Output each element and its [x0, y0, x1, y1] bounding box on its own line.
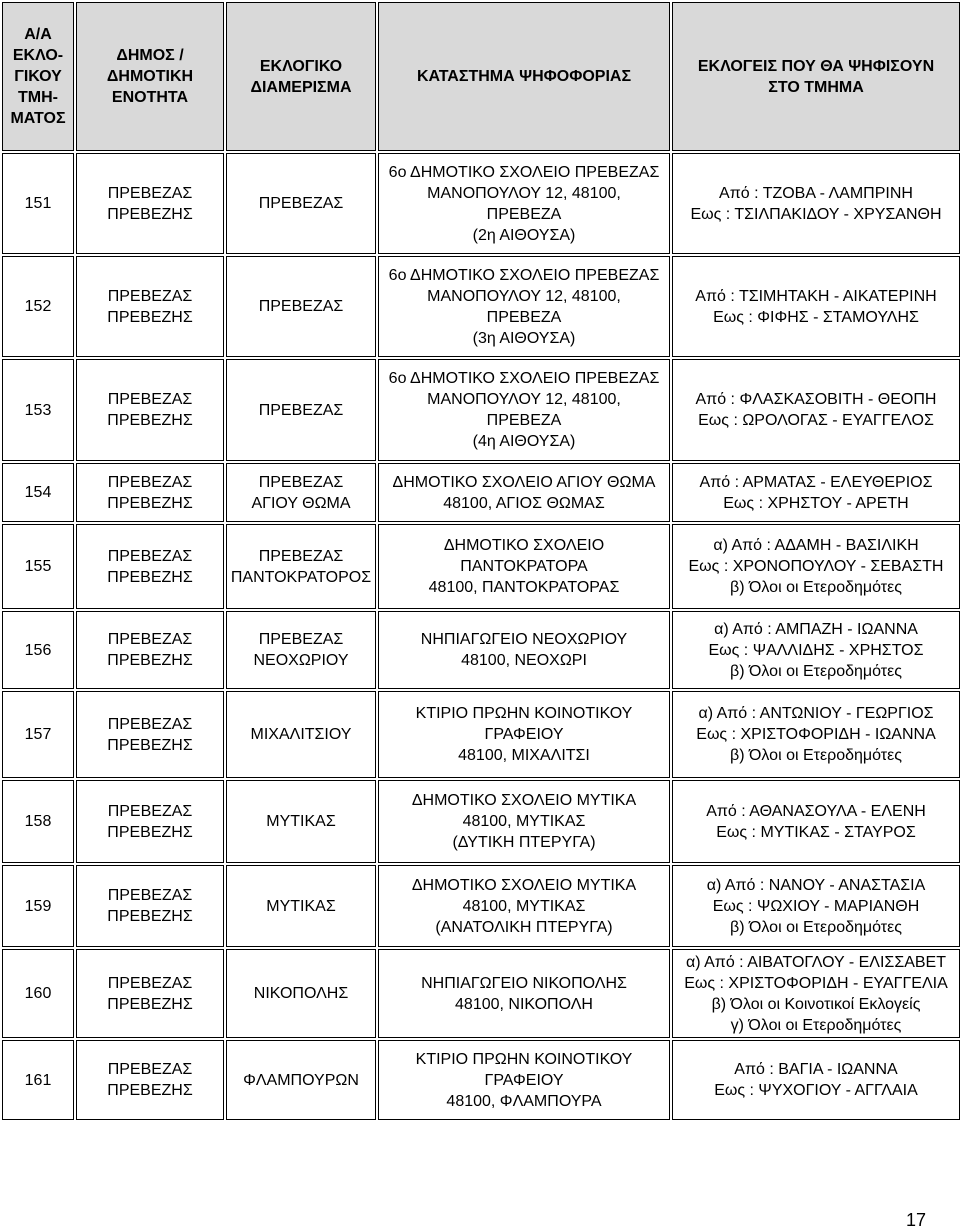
- text-line: α) Από : ΑΔΑΜΗ - ΒΑΣΙΛΙΚΗ: [713, 537, 919, 554]
- electoral-district-cell: [226, 691, 376, 778]
- section-number-cell: 151: [2, 153, 74, 254]
- header-voters: [672, 2, 960, 151]
- municipality-cell: [76, 153, 224, 254]
- text-line: ΠΡΕΒΕΖΗΣ: [107, 908, 193, 925]
- header-electoral-district: [226, 2, 376, 151]
- text-line: ΕΝΟΤΗΤΑ: [111, 89, 189, 106]
- polling-station-cell: [378, 611, 670, 689]
- text-line: ΤΜΗ-: [18, 89, 58, 106]
- text-line: ΓΙΚΟΥ: [14, 68, 62, 85]
- text-line: ΠΡΕΒΕΖΗΣ: [107, 736, 193, 754]
- voters-cell: [672, 359, 960, 461]
- table-row: [2, 949, 960, 1038]
- electoral-district-cell: [226, 949, 376, 1038]
- text-line: Α/Α: [24, 26, 52, 43]
- text-line: Από : ΤΖΟΒΑ - ΛΑΜΠΡΙΝΗ: [719, 184, 913, 202]
- text-line: ΜΑΝΟΠΟΥΛΟΥ 12, 48100,: [427, 287, 621, 305]
- table-row: [2, 691, 960, 778]
- voters-cell: [672, 524, 960, 609]
- text-line: ΠΡΕΒΕΖΗΣ: [107, 1082, 193, 1099]
- text-line: 48100, ΝΕΟΧΩΡΙ: [461, 652, 587, 669]
- text-line: ΚΤΙΡΙΟ ΠΡΩΗΝ ΚΟΙΝΟΤΙΚΟΥ: [415, 1050, 633, 1068]
- text-line: ΠΡΕΒΕΖΗΣ: [107, 568, 193, 586]
- text-line: α) Από : ΑΙΒΑΤΟΓΛΟΥ - ΕΛΙΣΣΑΒΕΤ: [685, 953, 946, 971]
- text-line: Εως : ΦΙΦΗΣ - ΣΤΑΜΟΥΛΗΣ: [713, 308, 919, 326]
- electoral-district-cell: [226, 865, 376, 947]
- text-line: ΝΙΚΟΠΟΛΗΣ: [253, 985, 349, 1002]
- table-row: [2, 1040, 960, 1120]
- text-line: ΣΤΟ ΤΜΗΜΑ: [768, 78, 864, 96]
- text-line: Εως : ΨΩΧΙΟΥ - ΜΑΡΙΑΝΘΗ: [712, 897, 920, 915]
- electoral-district-cell: [226, 153, 376, 254]
- text-line: ΝΕΟΧΩΡΙΟΥ: [253, 652, 349, 669]
- section-number-cell: 160: [2, 949, 74, 1038]
- text-line: ΠΑΝΤΟΚΡΑΤΟΡΑ: [460, 558, 588, 575]
- section-number-cell: 161: [2, 1040, 74, 1120]
- electoral-district-cell: [226, 611, 376, 689]
- section-number-cell: 152: [2, 256, 74, 357]
- text-line: Από : ΤΣΙΜΗΤΑΚΗ - ΑΙΚΑΤΕΡΙΝΗ: [695, 287, 937, 305]
- text-line: ΠΡΕΒΕΖΑΣ: [258, 473, 344, 491]
- table-row: [2, 463, 960, 522]
- text-line: 48100, ΜΥΤΙΚΑΣ: [462, 897, 586, 915]
- text-line: ΔΗΜΟΤΙΚΟ ΣΧΟΛΕΙΟ ΑΓΙΟΥ ΘΩΜΑ: [392, 473, 656, 491]
- table-row: [2, 359, 960, 461]
- text-line: 48100, ΑΓΙΟΣ ΘΩΜΑΣ: [443, 494, 605, 512]
- text-line: 6ο ΔΗΜΟΤΙΚΟ ΣΧΟΛΕΙΟ ΠΡΕΒΕΖΑΣ: [388, 266, 660, 284]
- text-line: ΜΑΝΟΠΟΥΛΟΥ 12, 48100,: [427, 391, 621, 408]
- text-line: ΠΡΕΒΕΖΗΣ: [107, 205, 193, 223]
- text-line: ΠΡΕΒΕΖΑΣ: [258, 195, 344, 212]
- municipality-cell: [76, 611, 224, 689]
- text-line: ΠΡΕΒΕΖΗΣ: [107, 652, 193, 669]
- voters-cell: [672, 153, 960, 254]
- table-row: [2, 780, 960, 863]
- text-line: Εως : ΨΥΧΟΓΙΟΥ - ΑΓΓΛΑΙΑ: [714, 1082, 918, 1099]
- municipality-cell: [76, 256, 224, 357]
- polling-station-cell: [378, 780, 670, 863]
- text-line: ΚΤΙΡΙΟ ΠΡΩΗΝ ΚΟΙΝΟΤΙΚΟΥ: [415, 705, 633, 722]
- municipality-cell: [76, 463, 224, 522]
- table-row: [2, 153, 960, 254]
- municipality-cell: [76, 865, 224, 947]
- text-line: ΜΙΧΑΛΙΤΣΙΟΥ: [250, 726, 352, 743]
- polling-station-cell: [378, 524, 670, 609]
- text-line: Από : ΒΑΓΙΑ - ΙΩΑΝΝΑ: [734, 1061, 898, 1078]
- text-line: ΠΡΕΒΕΖΑΣ: [258, 631, 344, 648]
- text-line: ΚΑΤΑΣΤΗΜΑ ΨΗΦΟΦΟΡΙΑΣ: [416, 68, 632, 85]
- text-line: ΓΡΑΦΕΙΟΥ: [484, 726, 564, 743]
- municipality-cell: [76, 524, 224, 609]
- municipality-cell: [76, 359, 224, 461]
- voters-cell: [672, 780, 960, 863]
- table-body: [2, 153, 960, 1120]
- text-line: β) Όλοι οι Ετεροδημότες: [730, 579, 902, 596]
- text-line: ΝΗΠΙΑΓΩΓΕΙΟ ΝΙΚΟΠΟΛΗΣ: [421, 974, 627, 992]
- text-line: ΠΡΕΒΕΖΑΣ: [258, 401, 344, 419]
- table-row: [2, 524, 960, 609]
- text-line: ΠΡΕΒΕΖΑΣ: [107, 184, 193, 202]
- text-line: β) Όλοι οι Ετεροδημότες: [730, 747, 902, 764]
- text-line: ΜΑΤΟΣ: [10, 110, 66, 127]
- text-line: ΠΡΕΒΕΖΑΣ: [107, 887, 193, 904]
- text-line: ΔΙΑΜΕΡΙΣΜΑ: [250, 78, 352, 96]
- text-line: (2η ΑΙΘΟΥΣΑ): [472, 226, 576, 244]
- text-line: ΠΡΕΒΕΖΑΣ: [107, 547, 193, 565]
- text-line: 48100, ΦΛΑΜΠΟΥΡΑ: [446, 1092, 602, 1110]
- municipality-cell: [76, 780, 224, 863]
- text-line: β) Όλοι οι Ετεροδημότες: [730, 662, 902, 680]
- text-line: 48100, ΜΥΤΙΚΑΣ: [462, 813, 586, 830]
- polling-station-cell: [378, 359, 670, 461]
- text-line: ΠΡΕΒΕΖΑΣ: [258, 298, 344, 315]
- voters-cell: [672, 1040, 960, 1120]
- section-number-cell: 156: [2, 611, 74, 689]
- voters-cell: [672, 949, 960, 1038]
- text-line: (ΑΝΑΤΟΛΙΚΗ ΠΤΕΡΥΓΑ): [435, 918, 613, 936]
- text-line: ΑΓΙΟΥ ΘΩΜΑ: [251, 494, 351, 512]
- section-number-cell: 158: [2, 780, 74, 863]
- text-line: Από : ΑΘΑΝΑΣΟΥΛΑ - ΕΛΕΝΗ: [706, 802, 926, 820]
- text-line: Εως : ΜΥΤΙΚΑΣ - ΣΤΑΥΡΟΣ: [716, 823, 916, 841]
- municipality-cell: [76, 949, 224, 1038]
- voters-cell: [672, 611, 960, 689]
- table-header-row: [2, 2, 960, 151]
- text-line: α) Από : ΑΝΤΩΝΙΟΥ - ΓΕΩΡΓΙΟΣ: [698, 705, 934, 722]
- text-line: γ) Όλοι οι Ετεροδημότες: [730, 1016, 902, 1034]
- text-line: ΔΗΜΟΤΙΚΟ ΣΧΟΛΕΙΟ ΜΥΤΙΚΑ: [411, 792, 637, 809]
- text-line: ΓΡΑΦΕΙΟΥ: [484, 1071, 564, 1089]
- voters-cell: [672, 865, 960, 947]
- text-line: ΠΡΕΒΕΖΑΣ: [107, 974, 193, 992]
- section-number-cell: 155: [2, 524, 74, 609]
- voters-cell: [672, 463, 960, 522]
- text-line: ΦΛΑΜΠΟΥΡΩΝ: [243, 1071, 359, 1089]
- text-line: ΠΡΕΒΕΖΗΣ: [107, 412, 193, 429]
- text-line: ΠΑΝΤΟΚΡΑΤΟΡΟΣ: [230, 568, 372, 586]
- table-row: [2, 865, 960, 947]
- text-line: ΠΡΕΒΕΖΑ: [486, 412, 562, 429]
- text-line: ΜΥΤΙΚΑΣ: [266, 813, 336, 830]
- text-line: ΜΥΤΙΚΑΣ: [266, 897, 336, 915]
- text-line: ΠΡΕΒΕΖΑΣ: [107, 631, 193, 648]
- text-line: (4η ΑΙΘΟΥΣΑ): [472, 433, 576, 450]
- section-number-cell: 154: [2, 463, 74, 522]
- section-number-cell: 153: [2, 359, 74, 461]
- table-row: [2, 256, 960, 357]
- polling-station-cell: [378, 865, 670, 947]
- electoral-district-cell: [226, 1040, 376, 1120]
- polling-station-cell: [378, 463, 670, 522]
- text-line: (ΔΥΤΙΚΗ ΠΤΕΡΥΓΑ): [452, 834, 596, 851]
- text-line: ΕΚΛΟ-: [12, 47, 64, 64]
- polling-station-cell: [378, 691, 670, 778]
- text-line: ΔΗΜΟΣ /: [116, 47, 184, 64]
- electoral-district-cell: [226, 256, 376, 357]
- text-line: α) Από : ΝΑΝΟΥ - ΑΝΑΣΤΑΣΙΑ: [706, 876, 926, 894]
- text-line: ΠΡΕΒΕΖΑΣ: [107, 715, 193, 733]
- text-line: ΝΗΠΙΑΓΩΓΕΙΟ ΝΕΟΧΩΡΙΟΥ: [420, 631, 628, 648]
- polling-station-cell: [378, 256, 670, 357]
- electoral-district-cell: [226, 780, 376, 863]
- electoral-district-cell: [226, 463, 376, 522]
- header-municipality: [76, 2, 224, 151]
- text-line: ΠΡΕΒΕΖΑΣ: [107, 287, 193, 305]
- electoral-district-cell: [226, 359, 376, 461]
- text-line: Εως : ΤΣΙΛΠΑΚΙΔΟΥ - ΧΡΥΣΑΝΘΗ: [690, 205, 942, 223]
- municipality-cell: [76, 1040, 224, 1120]
- text-line: ΕΚΛΟΓΙΚΟ: [259, 57, 343, 75]
- text-line: Εως : ΨΑΛΛΙΔΗΣ - ΧΡΗΣΤΟΣ: [708, 641, 924, 659]
- text-line: α) Από : ΑΜΠΑΖΗ - ΙΩΑΝΝΑ: [714, 620, 918, 638]
- text-line: Εως : ΩΡΟΛΟΓΑΣ - ΕΥΑΓΓΕΛΟΣ: [698, 412, 934, 429]
- text-line: (3η ΑΙΘΟΥΣΑ): [472, 329, 576, 347]
- header-section-number: [2, 2, 74, 151]
- text-line: β) Όλοι οι Κοινοτικοί Εκλογείς: [711, 995, 921, 1013]
- voters-cell: [672, 691, 960, 778]
- header-polling-station: [378, 2, 670, 151]
- text-line: 6ο ΔΗΜΟΤΙΚΟ ΣΧΟΛΕΙΟ ΠΡΕΒΕΖΑΣ: [388, 370, 660, 387]
- text-line: 48100, ΠΑΝΤΟΚΡΑΤΟΡΑΣ: [428, 579, 620, 596]
- text-line: ΠΡΕΒΕΖΗΣ: [107, 494, 193, 512]
- text-line: ΔΗΜΟΤΙΚΗ: [106, 68, 194, 85]
- polling-station-cell: [378, 1040, 670, 1120]
- text-line: ΠΡΕΒΕΖΗΣ: [107, 995, 193, 1013]
- text-line: Από : ΑΡΜΑΤΑΣ - ΕΛΕΥΘΕΡΙΟΣ: [699, 473, 933, 491]
- text-line: ΠΡΕΒΕΖΗΣ: [107, 823, 193, 841]
- voters-cell: [672, 256, 960, 357]
- text-line: 48100, ΜΙΧΑΛΙΤΣΙ: [458, 747, 590, 764]
- text-line: ΔΗΜΟΤΙΚΟ ΣΧΟΛΕΙΟ ΜΥΤΙΚΑ: [411, 876, 637, 894]
- text-line: ΠΡΕΒΕΖΗΣ: [107, 308, 193, 326]
- text-line: ΔΗΜΟΤΙΚΟ ΣΧΟΛΕΙΟ: [443, 537, 605, 554]
- text-line: Εως : ΧΡΗΣΤΟΥ - ΑΡΕΤΗ: [723, 494, 909, 512]
- electoral-district-cell: [226, 524, 376, 609]
- municipality-cell: [76, 691, 224, 778]
- section-number-cell: 159: [2, 865, 74, 947]
- text-line: 6ο ΔΗΜΟΤΙΚΟ ΣΧΟΛΕΙΟ ΠΡΕΒΕΖΑΣ: [388, 163, 660, 181]
- page-number: 17: [905, 1210, 926, 1230]
- text-line: β) Όλοι οι Ετεροδημότες: [730, 918, 902, 936]
- text-line: Από : ΦΛΑΣΚΑΣΟΒΙΤΗ - ΘΕΟΠΗ: [695, 391, 937, 408]
- text-line: ΠΡΕΒΕΖΑΣ: [258, 547, 344, 565]
- text-line: Εως : ΧΡΙΣΤΟΦΟΡΙΔΗ - ΕΥΑΓΓΕΛΙΑ: [684, 974, 948, 992]
- polling-station-cell: [378, 153, 670, 254]
- text-line: ΠΡΕΒΕΖΑΣ: [107, 473, 193, 491]
- text-line: ΕΚΛΟΓΕΙΣ ΠΟΥ ΘΑ ΨΗΦΙΣΟΥΝ: [697, 57, 935, 75]
- section-number-cell: 157: [2, 691, 74, 778]
- text-line: ΠΡΕΒΕΖΑ: [486, 205, 562, 223]
- text-line: 48100, ΝΙΚΟΠΟΛΗ: [455, 995, 593, 1013]
- polling-station-cell: [378, 949, 670, 1038]
- table-row: [2, 611, 960, 689]
- text-line: Εως : ΧΡΟΝΟΠΟΥΛΟΥ - ΣΕΒΑΣΤΗ: [688, 558, 944, 575]
- text-line: ΠΡΕΒΕΖΑΣ: [107, 802, 193, 820]
- text-line: ΠΡΕΒΕΖΑ: [486, 308, 562, 326]
- text-line: Εως : ΧΡΙΣΤΟΦΟΡΙΔΗ - ΙΩΑΝΝΑ: [696, 726, 936, 743]
- text-line: ΠΡΕΒΕΖΑΣ: [107, 1061, 193, 1078]
- text-line: ΠΡΕΒΕΖΑΣ: [107, 391, 193, 408]
- text-line: ΜΑΝΟΠΟΥΛΟΥ 12, 48100,: [427, 184, 621, 202]
